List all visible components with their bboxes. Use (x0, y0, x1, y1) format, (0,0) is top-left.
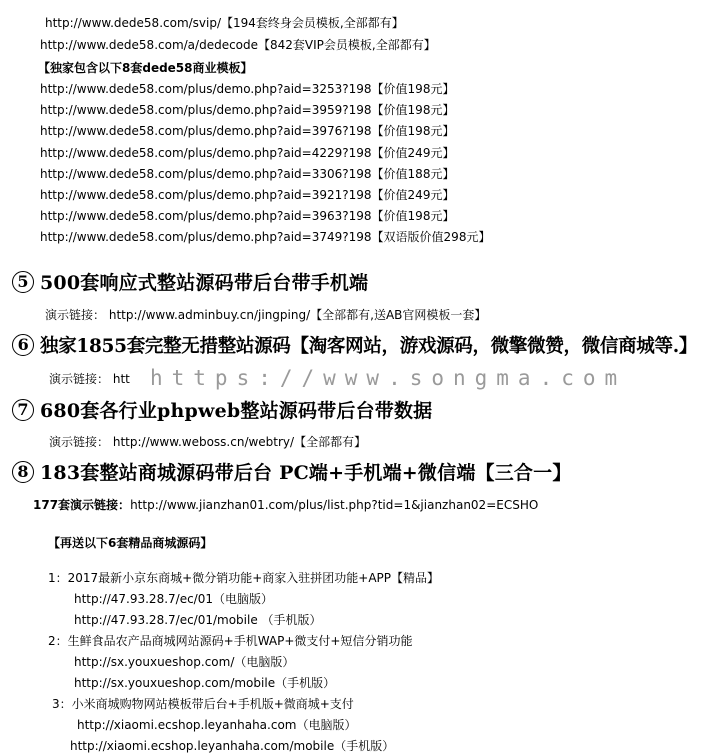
section-heading (12, 335, 697, 359)
top-link-row (40, 37, 436, 53)
demo-link-row (40, 166, 454, 182)
bonus-item-title: 3：小米商城购物网站模板带后台+手机版+微商城+支付 (52, 697, 354, 711)
demo-link-url[interactable]: http://www.dede58.com/plus/demo.php?aid=3306?198 (40, 167, 372, 181)
demo-link-note: 【价值198元】 (371, 103, 455, 117)
demo-link-row (40, 81, 454, 97)
demo-link-row (40, 123, 454, 139)
top-link-note: 【194套终身会员模板,全部都有】 (221, 16, 404, 30)
section-title: 680套各行业phpweb整站源码带后台带数据 (40, 400, 433, 422)
demo-link-row (40, 187, 454, 203)
section-demo-row (49, 434, 366, 450)
top-link-row (45, 15, 404, 31)
demo-link-url[interactable]: http://www.dede58.com/plus/demo.php?aid=3959?198 (40, 103, 372, 117)
demo-label: 177套演示链接： (33, 498, 131, 512)
section-number: 8 (12, 461, 34, 483)
demo-link-note: 【价值188元】 (371, 167, 455, 181)
section-title: 183套整站商城源码带后台 PC端+手机端+微信端【三合一】 (40, 462, 572, 484)
section-number: 7 (12, 399, 34, 421)
demo-label: 演示链接： (49, 435, 110, 449)
bonus-title: 【再送以下6套精品商城源码】 (48, 536, 213, 550)
demo-link[interactable]: http://www.weboss.cn/webtry/【全部都有】 (112, 435, 367, 449)
demo-link[interactable]: http://www.adminbuy.cn/jingping/【全部都有,送AB官网模板一套】 (108, 308, 487, 322)
demo-label: 演示链接： (49, 372, 110, 386)
demo-link-note: 【价值198元】 (371, 124, 455, 138)
demo-link-url[interactable]: http://www.dede58.com/plus/demo.php?aid=3749?198 (40, 230, 372, 244)
section-heading (12, 271, 368, 295)
demo-link[interactable]: htt (112, 372, 130, 386)
demo-link-url[interactable]: http://www.dede58.com/plus/demo.php?aid=3963?198 (40, 209, 372, 223)
section-heading (12, 399, 432, 423)
bonus-item-link[interactable]: http://47.93.28.7/ec/01/mobile （手机版） (74, 613, 322, 627)
demo-link-url[interactable]: http://www.dede58.com/plus/demo.php?aid=3921?198 (40, 188, 372, 202)
demo-link[interactable]: http://www.jianzhan01.com/plus/list.php?tid=1&jianzhan02=ECSHO (130, 498, 539, 512)
watermark: https://www.songma.com (150, 366, 627, 390)
demo-link-note: 【双语版价值298元】 (371, 230, 491, 244)
bonus-item-link[interactable]: http://sx.youxueshop.com/（电脑版） (74, 655, 295, 669)
bonus-item-link[interactable]: http://xiaomi.ecshop.leyanhaha.com/mobile（手机版） (70, 739, 395, 753)
section-title: 500套响应式整站源码带后台带手机端 (40, 272, 369, 294)
section-heading (12, 461, 572, 485)
demo-link-url[interactable]: http://www.dede58.com/plus/demo.php?aid=4229?198 (40, 146, 372, 160)
bonus-item-link[interactable]: http://xiaomi.ecshop.leyanhaha.com（电脑版） (77, 718, 357, 732)
demo-link-row (40, 229, 490, 245)
demo-link-url[interactable]: http://www.dede58.com/plus/demo.php?aid=3253?198 (40, 82, 372, 96)
bonus-item-link[interactable]: http://47.93.28.7/ec/01（电脑版） (74, 592, 273, 606)
demo-link-url[interactable]: http://www.dede58.com/plus/demo.php?aid=3976?198 (40, 124, 372, 138)
section-demo-row (33, 497, 538, 513)
top-link-url[interactable]: http://www.dede58.com/a/dedecode (40, 38, 259, 52)
demo-link-note: 【价值198元】 (371, 82, 455, 96)
section-title: 独家1855套完整无措整站源码【淘客网站，游戏源码，微擎微赞，微信商城等.】 (40, 336, 698, 357)
demo-link-row (40, 145, 454, 161)
section-number: 5 (12, 271, 34, 293)
demo-link-note: 【价值249元】 (371, 188, 455, 202)
bonus-item-link[interactable]: http://sx.youxueshop.com/mobile（手机版） (74, 676, 336, 690)
top-link-url[interactable]: http://www.dede58.com/svip/ (45, 16, 222, 30)
exclusive-title: 【独家包含以下8套dede58商业模板】 (38, 61, 253, 75)
demo-link-note: 【价值198元】 (371, 209, 455, 223)
demo-label: 演示链接： (45, 308, 106, 322)
demo-link-row (40, 208, 454, 224)
bonus-item-title: 1：2017最新小京东商城+微分销功能+商家入驻拼团功能+APP【精品】 (48, 571, 440, 585)
demo-link-note: 【价值249元】 (371, 146, 455, 160)
top-link-note: 【842套VIP会员模板,全部都有】 (258, 38, 436, 52)
section-demo-row (49, 371, 130, 387)
section-number: 6 (12, 334, 34, 356)
bonus-item-title: 2：生鲜食品农产品商城网站源码+手机WAP+微支付+短信分销功能 (48, 634, 413, 648)
demo-link-row (40, 102, 454, 118)
section-demo-row (45, 307, 486, 323)
